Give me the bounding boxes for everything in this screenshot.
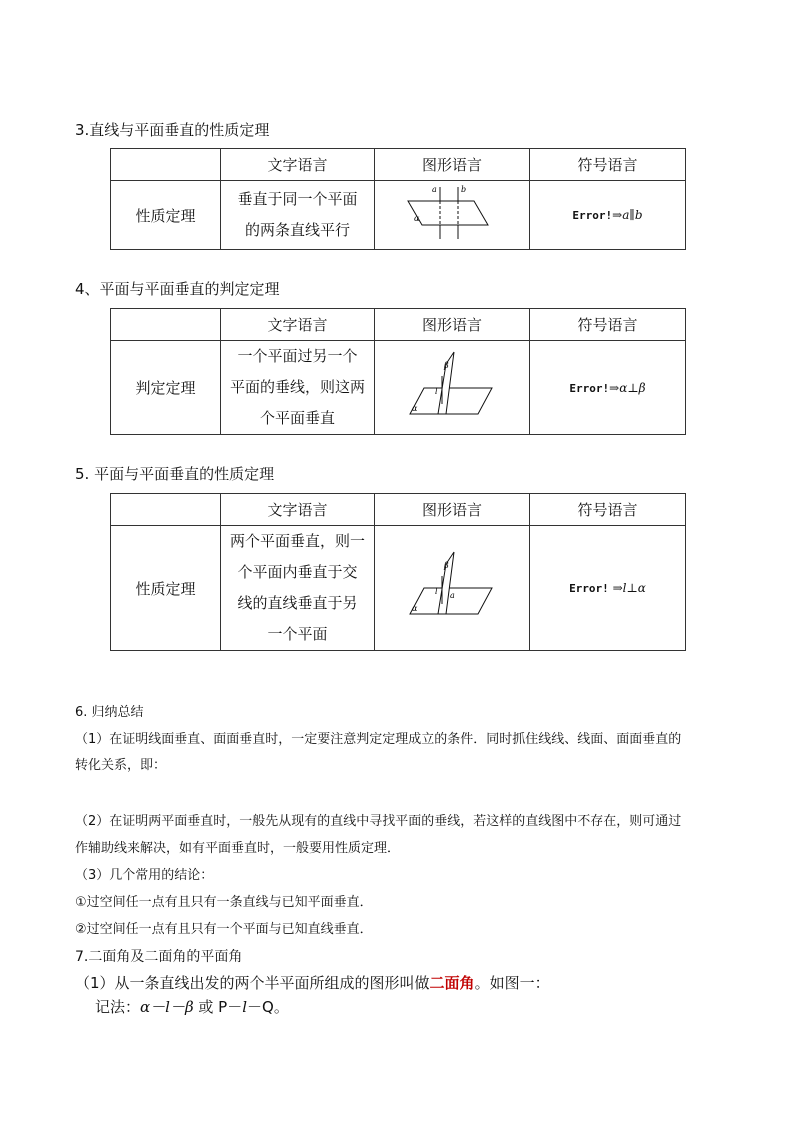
label-alpha: α [412,403,418,413]
definition-text: （1）从一条直线出发的两个半平面所组成的图形叫做 [75,974,430,992]
table-s5 [110,493,686,651]
text-line: 两个平面垂直，则一 [229,532,365,550]
symbol-cell [530,181,686,250]
header-figure-language: 图形语言 [375,494,530,526]
conclusion-1: ①过空间任一点有且只有一条直线与已知平面垂直． [75,895,373,910]
perpendicular-planes-figure [402,346,502,426]
section-6-title: 6. 归纳总结 [75,705,144,720]
symbol-expression: ⇒a∥b [612,208,643,222]
row-label: 性质定理 [111,526,221,651]
header-blank [111,494,221,526]
text-line: 个平面内垂直于交 [237,563,358,581]
summary-p1-line2: 转化关系，即： [75,758,167,773]
label-l: l [435,587,438,596]
symbol-expression: ⇒α⊥β [609,380,646,395]
text-language-cell [221,526,375,651]
figure-cell [375,526,530,651]
label-a: a [450,591,455,600]
text-line: 的两条直线平行 [244,221,350,239]
text-line: 一个平面过另一个 [237,347,358,365]
text-line: 垂直于同一个平面 [237,190,358,208]
dihedral-definition [75,974,550,992]
label-beta: β [444,561,449,570]
label-l: l [435,386,438,396]
label-beta: β [444,360,449,370]
label-a: a [432,185,437,194]
error-text: Error! [572,209,613,222]
header-symbol-language: 符号语言 [530,309,686,341]
header-text-language: 文字语言 [221,149,375,181]
header-blank [111,149,221,181]
header-figure-language: 图形语言 [375,149,530,181]
section-5-title: 5. 平面与平面垂直的性质定理 [75,465,275,483]
symbol-expression: ⇒l⊥α [608,581,646,595]
header-symbol-language: 符号语言 [530,149,686,181]
summary-p3: （3）几个常用的结论： [75,868,214,883]
label-alpha: α [414,214,420,223]
label-alpha: α [412,604,418,613]
perpendicular-planes-figure [402,546,502,626]
text-line: 一个平面 [267,625,328,643]
notation-mid: 或 P－ [193,998,243,1016]
summary-p2-line2: 作辅助线来解决，如有平面垂直时，一般要用性质定理． [75,841,401,856]
dihedral-term: 二面角 [429,974,475,992]
row-label: 性质定理 [111,181,221,250]
figure-cell [375,341,530,435]
text-language-cell [221,341,375,435]
section-7-title: 7.二面角及二面角的平面角 [75,949,243,965]
text-language-cell [221,181,375,250]
row-label: 判定定理 [111,341,221,435]
table-s3 [110,148,686,250]
header-figure-language: 图形语言 [375,309,530,341]
conclusion-2: ②过空间任一点有且只有一个平面与已知直线垂直． [75,922,373,937]
table-s4 [110,308,686,435]
text-line: 个平面垂直 [259,409,335,427]
label-b: b [461,185,467,194]
text-line: 线的直线垂直于另 [237,594,358,612]
section-3-title: 3.直线与平面垂直的性质定理 [75,121,270,139]
notation-end: －Q。 [247,998,289,1016]
summary-p1-line1: （1）在证明线面垂直、面面垂直时，一定要注意判定定理成立的条件．同时抓住线线、线面、面面垂直的 [75,732,682,747]
symbol-cell [530,526,686,651]
section-4-title: 4、平面与平面垂直的判定定理 [75,280,280,298]
text-line: 平面的垂线，则这两 [229,378,365,396]
header-blank [111,309,221,341]
error-text: Error! [569,381,610,395]
definition-text-end: 。如图一： [474,974,550,992]
figure-cell [375,181,530,250]
symbol-cell [530,341,686,435]
header-text-language: 文字语言 [221,309,375,341]
notation-l: l [242,998,248,1016]
notation-label: 记法： [95,998,141,1016]
header-text-language: 文字语言 [221,494,375,526]
error-text: Error! [569,582,609,595]
summary-p2-line1: （2）在证明两平面垂直时，一般先从现有的直线中寻找平面的垂线，若这样的直线图中不存在，则可通过 [75,814,682,829]
dihedral-notation [95,998,289,1016]
notation-math: α－l－β [140,998,194,1016]
parallel-lines-figure [402,181,502,245]
header-symbol-language: 符号语言 [530,494,686,526]
